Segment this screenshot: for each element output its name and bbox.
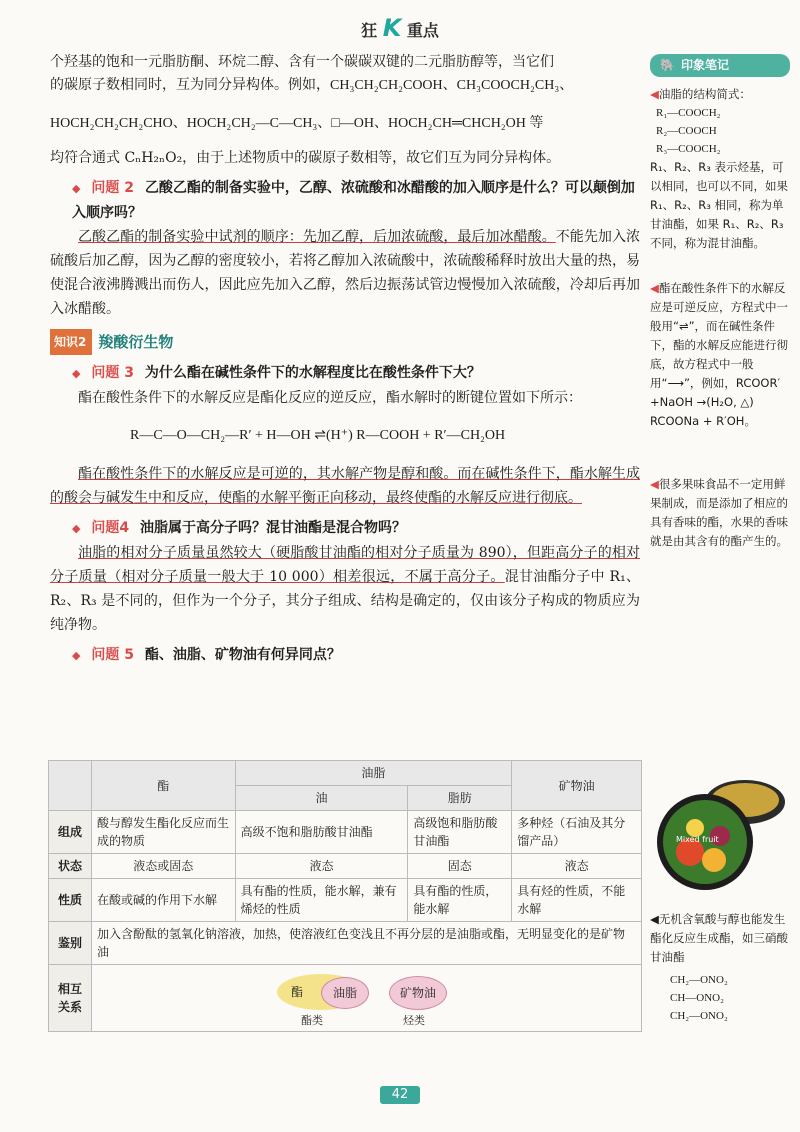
ester-caption: 酯类 [301,1014,323,1027]
bullet-icon: ◆ [72,367,81,380]
ellipse-label: 酯 [291,985,304,999]
table-cell: 高级饱和脂肪酸甘油酯 [408,811,512,854]
knowledge-heading [50,329,640,355]
row-header: 性质 [49,879,92,922]
answer-4 [50,541,640,637]
formula-line: CH—ONO₂ [670,992,724,1004]
table-row [49,879,642,922]
header-right: 重点 [406,21,439,40]
row-header: 相互关系 [49,965,92,1032]
note-text: 酯在酸性条件下的水解反应是可逆反应，方程式中一般用“⇌”，而在碱性条件下，酯的水解反应能进行彻底，故方程式中一般用“⟶”，例如，RCOOR′+NaOH →(H₂O, △) RCOONa + R′OH。 [650,281,788,428]
table-cell: 液态 [235,854,408,879]
note-text: 无机含氧酸与醇也能发生酯化反应生成酯，如三硝酸甘油酯 [650,912,788,964]
answer-rest: 不能先加入浓硫酸后加乙醇，因为乙醇的密度较小，若将乙醇加入浓硫酸中，浓硫酸稀释时放出大量的热，易使混合液沸腾溅出而伤人，因此应先加入乙醇，然后边振荡试管边慢慢加入浓硫酸，冷却后再加入冰醋酸。 [50,229,641,317]
question-text: 乙酸乙酯的制备实验中，乙醇、浓硫酸和冰醋酸的加入顺序是什么？可以颠倒加入顺序吗？ [72,180,635,221]
triangle-icon: ◀ [650,87,659,101]
table-cell: 具有烃的性质，不能水解 [512,879,642,922]
note-text: 很多果味食品不一定用鲜果制成，而是添加了相应的具有香味的酯，水果的香味就是由其含有的酯产生的。 [650,477,788,548]
table-row [49,965,642,1032]
question-text: 油脂属于高分子吗？混甘油酯是混合物吗？ [139,520,406,536]
table-cell: 具有酯的性质，能水解 [408,879,512,922]
answer-rest: 混甘油酯分子中 R₁、R₂、R₃ 是不同的，但作为一个分子，其分子组成、结构是确定的，仅由该分子构成的物质应为纯净物。 [50,569,640,633]
table-cell: 具有酯的性质，能水解，兼有烯烃的性质 [235,879,408,922]
bullet-icon: ◆ [72,522,81,535]
header-solid-fat: 脂肪 [408,786,512,811]
sidebar-title [650,54,790,77]
nitroglycerin-formula [670,971,790,1025]
question-label: 问题4 [91,520,130,536]
question-text: 酯、油脂、矿物油有何异同点？ [144,647,341,663]
question-5 [72,643,640,668]
fat-ellipse [321,977,369,1009]
mineral-oil-ellipse [389,976,447,1010]
question-label: 问题 5 [91,647,134,663]
question-3 [72,361,640,386]
formula-line: R₁—COOCH₂ [656,107,721,119]
note-text: R₁、R₂、R₃ 表示烃基，可以相同，也可以不同，如果 R₁、R₂、R₃ 相同，称为单甘油酯，如果 R₁、R₂、R₃ 不同，称为混甘油酯。 [650,160,788,250]
page-header [0,14,800,42]
table-cell: 液态或固态 [92,854,236,879]
triangle-icon: ◀ [650,912,659,926]
header-oil: 油 [235,786,408,811]
fruit-candy-tin-image [650,772,790,902]
table-row [49,922,642,965]
table-corner [49,761,92,811]
answer-3: 酯在酸性条件下的水解反应是可逆的，其水解产物是醇和酸。而在碱性条件下，酯水解生成的酸会与碱发生中和反应，使酯的水解平衡正向移动，最终使酯的水解反应进行彻底。 [50,466,640,506]
knowledge-title: 羧酸衍生物 [98,333,174,351]
question-text: 为什么酯在碱性条件下的水解程度比在酸性条件下大？ [144,365,481,381]
elephant-icon: 🐘 [660,58,675,72]
triangle-icon: ◀ [650,281,659,295]
bullet-icon: ◆ [72,182,81,195]
q3-intro: 酯在酸性条件下的水解反应是酯化反应的逆反应，酯水解时的断键位置如下所示： [78,390,582,406]
intro-line1: 个羟基的饱和一元脂肪酮、环烷二醇、含有一个碳碳双键的二元脂肪醇等，当它们 [50,54,554,70]
table-cell: 高级不饱和脂肪酸甘油酯 [235,811,408,854]
row-header: 组成 [49,811,92,854]
relation-diagram [92,965,642,1032]
answer-underlined: 油脂的相对分子质量虽然较大（硬脂酸甘油酯的相对分子质量为 890），但距高分子的相对分子质量（相对分子质量一般大于 10 000）相差很远，不属于高分子。 [50,545,640,585]
header-ester: 酯 [92,761,236,811]
answer-underlined: 乙酸乙酯的制备实验中试剂的顺序：先加乙醇，后加浓硫酸，最后加冰醋酸。 [78,229,556,245]
hydrolysis-equation: R—C—O—CH₂—R′ + H—OH ⇌(H⁺) R—COOH + R′—CH₂OH [130,428,506,443]
table-cell: 加入含酚酞的氢氧化钠溶液，加热，使溶液红色变浅且不再分层的是油脂或酯，无明显变化的是矿物油 [92,922,642,965]
table-row [49,811,642,854]
sidebar-note-nitroglycerin [650,910,790,1025]
table-cell: 固态 [408,854,512,879]
question-label: 问题 2 [91,180,134,196]
knowledge-tag: 知识2 [50,329,92,355]
header-k-logo: K [382,14,402,42]
triangle-icon: ◀ [650,477,659,491]
note-fat-structure [650,85,790,253]
note-title: 油脂的结构简式： [658,87,751,101]
hydrocarbon-caption: 烃类 [403,1014,425,1027]
table-cell: 酸与醇发生酯化反应而生成的物质 [92,811,236,854]
main-column [50,50,640,668]
intro-line2: 的碳原子数相同时，互为同分异构体。例如，CH₃CH₂CH₂COOH、CH₃COOCH₂CH₃、 [50,78,574,93]
question-label: 问题 3 [91,365,134,381]
table-row [49,854,642,879]
intro-formula-line: HOCH₂CH₂CH₂CHO、HOCH₂CH₂—C—CH₃、□—OH、HOCH₂CH═CHCH₂OH 等 [50,116,544,131]
row-header: 状态 [49,854,92,879]
ellipse-label: 矿物油 [399,986,436,1000]
comparison-table [48,760,642,1032]
answer-2 [50,225,640,321]
ellipse-label: 油脂 [332,986,357,1000]
note-hydrolysis [650,279,790,431]
question-2 [72,176,640,225]
sidebar-title-text: 印象笔记 [680,58,729,72]
formula-line: CH₂—ONO₂ [670,1010,728,1022]
formula-line: CH₂—ONO₂ [670,974,728,986]
formula-line: R₃—COOCH₂ [656,143,721,155]
table-cell: 多种烃（石油及其分馏产品） [512,811,642,854]
header-mineral: 矿物油 [512,761,642,811]
table-cell: 在酸或碱的作用下水解 [92,879,236,922]
bullet-icon: ◆ [72,649,81,662]
intro-line3: 均符合通式 CₙH₂ₙO₂，由于上述物质中的碳原子数相等，故它们互为同分异构体。 [50,150,561,166]
sidebar-notes [650,54,790,551]
candy-label: Mixed fruit [676,835,719,844]
header-fat: 油脂 [235,761,512,786]
table-cell: 液态 [512,854,642,879]
note-nitroglycerin [650,910,790,1025]
row-header: 鉴别 [49,922,92,965]
page-number: 42 [380,1086,420,1104]
fat-structure-formula [656,104,790,158]
header-left: 狂 [361,21,378,40]
note-fruit-flavor [650,475,790,551]
formula-line: R₂—COOCH [656,125,717,137]
question-4 [72,516,640,541]
